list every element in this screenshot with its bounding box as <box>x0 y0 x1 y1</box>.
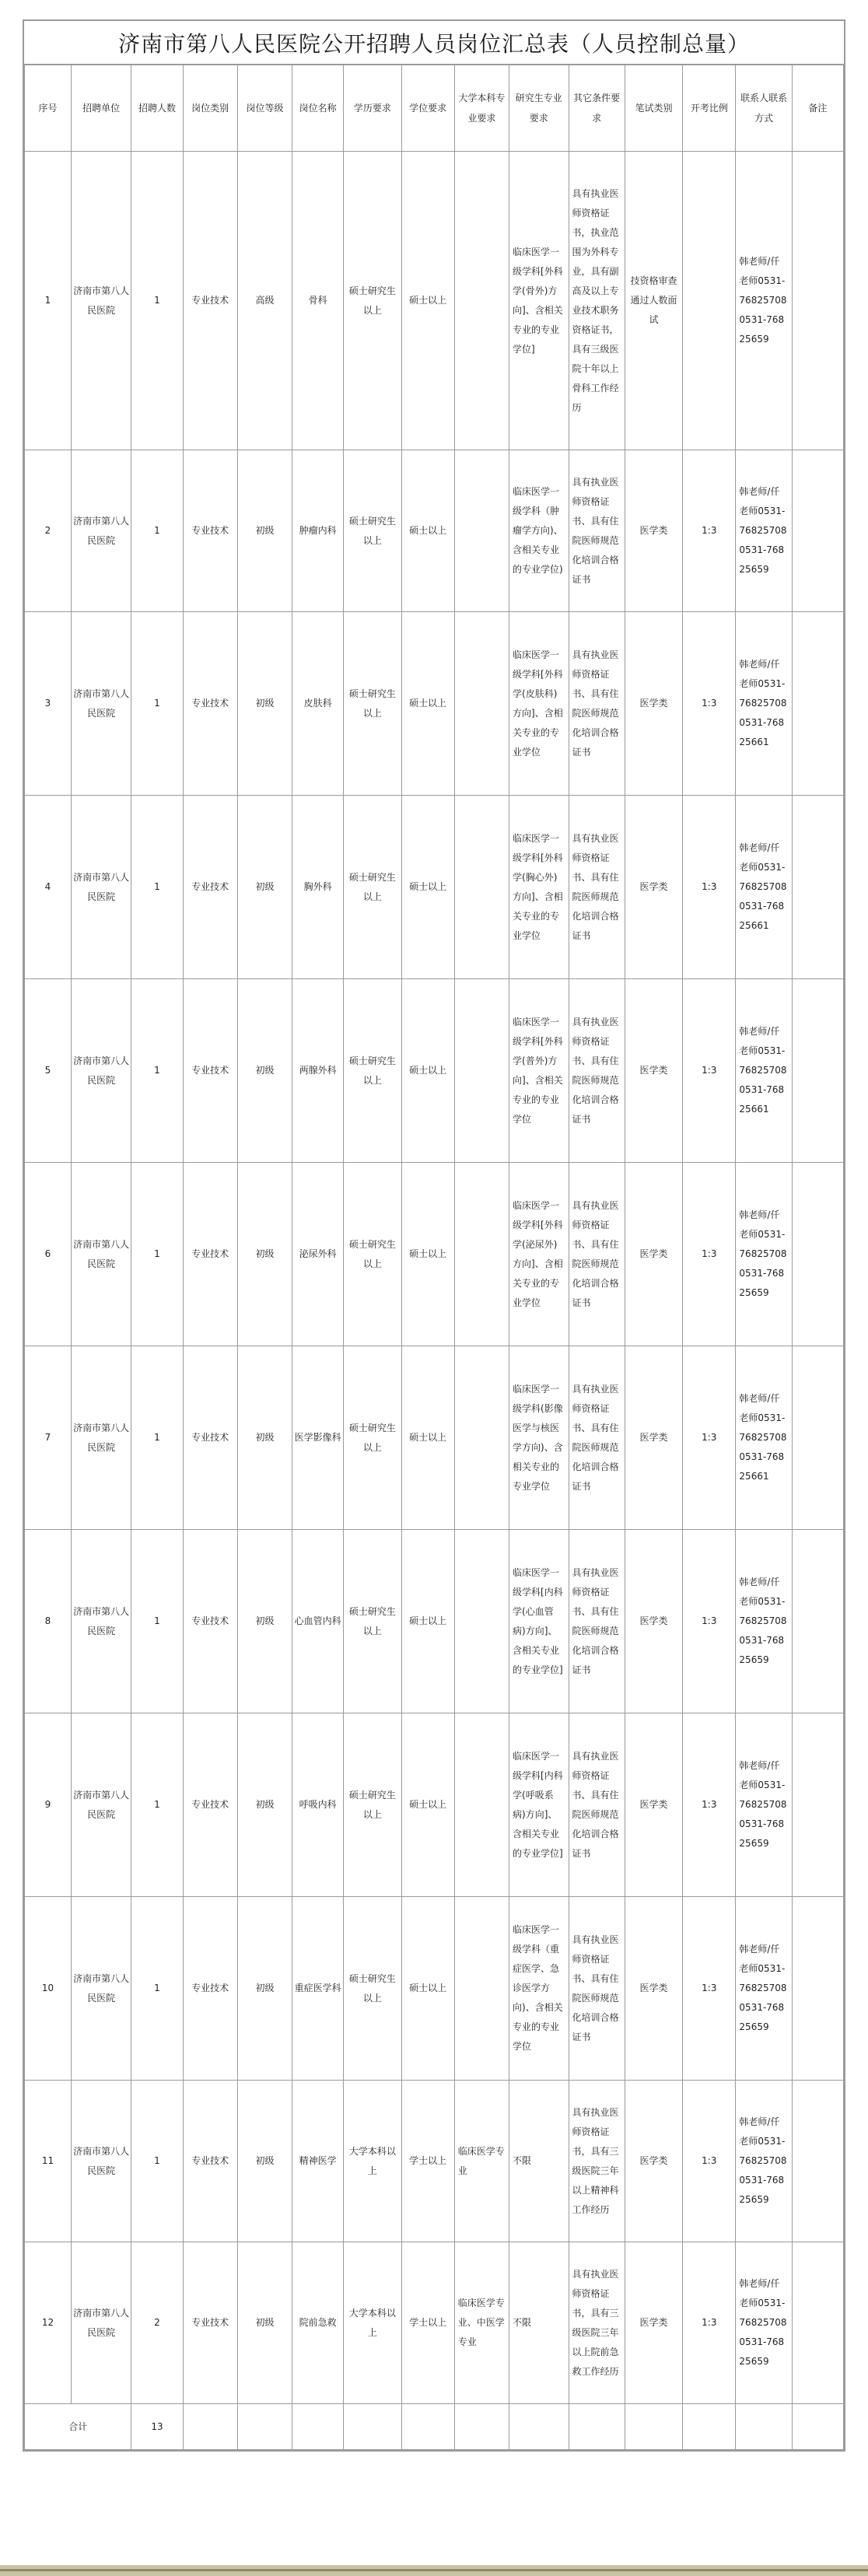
hiring-unit: 济南市第八人民医院 <box>71 1530 131 1713</box>
undergrad-major <box>454 450 509 612</box>
contact-info: 韩老师/仟老师0531-76825708 0531-76825659 <box>736 2242 792 2404</box>
row-number: 8 <box>25 1530 72 1713</box>
hiring-unit: 济南市第八人民医院 <box>71 1346 131 1530</box>
table-row <box>25 796 844 979</box>
remarks <box>792 1163 843 1346</box>
position-level: 初级 <box>237 450 292 612</box>
degree-requirement: 硕士以上 <box>401 612 454 796</box>
education-requirement: 大学本科以上 <box>344 2242 401 2404</box>
exam-ratio <box>683 152 736 450</box>
empty-cell <box>401 2404 454 2450</box>
remarks <box>792 1897 843 2081</box>
undergrad-major <box>454 1346 509 1530</box>
hiring-count: 1 <box>131 612 183 796</box>
education-requirement: 大学本科以上 <box>344 2081 401 2242</box>
header-cell: 大学本科专业要求 <box>454 65 509 152</box>
exam-category: 医学类 <box>625 979 682 1163</box>
exam-category: 医学类 <box>625 1530 682 1713</box>
empty-cell <box>292 2404 344 2450</box>
row-number: 10 <box>25 1897 72 2081</box>
exam-category: 医学类 <box>625 796 682 979</box>
position-category: 专业技术 <box>183 1346 237 1530</box>
other-requirements: 具有执业医师资格证书、具有住院医师规范化培训合格证书 <box>569 1530 625 1713</box>
exam-category: 技资格审查通过人数面试 <box>625 152 682 450</box>
position-name: 肿瘤内科 <box>292 450 344 612</box>
header-cell: 开考比例 <box>683 65 736 152</box>
row-number: 3 <box>25 612 72 796</box>
position-level: 初级 <box>237 1346 292 1530</box>
remarks <box>792 450 843 612</box>
hiring-count: 2 <box>131 2242 183 2404</box>
total-count: 13 <box>131 2404 183 2450</box>
header-cell: 联系人联系方式 <box>736 65 792 152</box>
graduate-major: 临床医学一级学科[外科学(皮肤科)方向]、含相关专业的专业学位 <box>509 612 569 796</box>
hiring-count: 1 <box>131 450 183 612</box>
position-level: 初级 <box>237 1530 292 1713</box>
other-requirements: 具有执业医师资格证书、具有住院医师规范化培训合格证书 <box>569 1163 625 1346</box>
undergrad-major <box>454 979 509 1163</box>
position-name: 院前急救 <box>292 2242 344 2404</box>
hiring-unit: 济南市第八人民医院 <box>71 2242 131 2404</box>
exam-ratio: 1:3 <box>683 979 736 1163</box>
header-cell: 笔试类别 <box>625 65 682 152</box>
remarks <box>792 979 843 1163</box>
exam-category: 医学类 <box>625 1713 682 1897</box>
total-row <box>25 2404 844 2450</box>
contact-info: 韩老师/仟老师0531-76825708 0531-76825661 <box>736 796 792 979</box>
position-name: 呼吸内科 <box>292 1713 344 1897</box>
page-title: 济南市第八人民医院公开招聘人员岗位汇总表（人员控制总量） <box>24 21 844 65</box>
position-level: 初级 <box>237 2081 292 2242</box>
contact-info: 韩老师/仟老师0531-76825708 0531-76825659 <box>736 1530 792 1713</box>
position-category: 专业技术 <box>183 450 237 612</box>
other-requirements: 具有执业医师资格证书、具有住院医师规范化培训合格证书 <box>569 796 625 979</box>
contact-info: 韩老师/仟老师0531-76825708 0531-76825659 <box>736 450 792 612</box>
degree-requirement: 硕士以上 <box>401 1163 454 1346</box>
contact-info: 韩老师/仟老师0531-76825708 0531-76825659 <box>736 2081 792 2242</box>
graduate-major: 临床医学一级学科[外科学(骨外)方向]、含相关专业的专业学位] <box>509 152 569 450</box>
education-requirement: 硕士研究生以上 <box>344 1346 401 1530</box>
other-requirements: 具有执业医师资格证书、具有住院医师规范化培训合格证书 <box>569 1713 625 1897</box>
position-name: 皮肤科 <box>292 612 344 796</box>
education-requirement: 硕士研究生以上 <box>344 612 401 796</box>
row-number: 4 <box>25 796 72 979</box>
hiring-count: 1 <box>131 1713 183 1897</box>
row-number: 1 <box>25 152 72 450</box>
degree-requirement: 硕士以上 <box>401 1530 454 1713</box>
graduate-major: 临床医学一级学科[外科学(泌尿外)方向]、含相关专业的专业学位 <box>509 1163 569 1346</box>
table-row <box>25 1530 844 1713</box>
contact-info: 韩老师/仟老师0531-76825708 0531-76825659 <box>736 1713 792 1897</box>
total-label: 合计 <box>25 2404 131 2450</box>
undergrad-major <box>454 612 509 796</box>
contact-info: 韩老师/仟老师0531-76825708 0531-76825659 <box>736 1897 792 2081</box>
position-name: 重症医学科 <box>292 1897 344 2081</box>
undergrad-major <box>454 152 509 450</box>
undergrad-major <box>454 1897 509 2081</box>
exam-ratio: 1:3 <box>683 1530 736 1713</box>
row-number: 2 <box>25 450 72 612</box>
hiring-count: 1 <box>131 1163 183 1346</box>
other-requirements: 具有执业医师资格证书、具有住院医师规范化培训合格证书 <box>569 1897 625 2081</box>
header-cell: 序号 <box>25 65 72 152</box>
position-name: 医学影像科 <box>292 1346 344 1530</box>
exam-ratio: 1:3 <box>683 2081 736 2242</box>
hiring-count: 1 <box>131 1897 183 2081</box>
header-cell: 招聘单位 <box>71 65 131 152</box>
table-row <box>25 2081 844 2242</box>
bottom-rule <box>0 2565 868 2576</box>
graduate-major: 不限 <box>509 2242 569 2404</box>
row-number: 11 <box>25 2081 72 2242</box>
degree-requirement: 硕士以上 <box>401 450 454 612</box>
degree-requirement: 硕士以上 <box>401 979 454 1163</box>
degree-requirement: 硕士以上 <box>401 1897 454 2081</box>
empty-cell <box>792 2404 843 2450</box>
position-category: 专业技术 <box>183 979 237 1163</box>
empty-cell <box>454 2404 509 2450</box>
header-cell: 学位要求 <box>401 65 454 152</box>
education-requirement: 硕士研究生以上 <box>344 1530 401 1713</box>
contact-info: 韩老师/仟老师0531-76825708 0531-76825661 <box>736 1346 792 1530</box>
empty-cell <box>683 2404 736 2450</box>
positions-table <box>24 65 844 2450</box>
row-number: 12 <box>25 2242 72 2404</box>
other-requirements: 具有执业医师资格证书，具有三级医院三年以上院前急救工作经历 <box>569 2242 625 2404</box>
row-number: 5 <box>25 979 72 1163</box>
header-cell: 备注 <box>792 65 843 152</box>
graduate-major: 临床医学一级学科(影像医学与核医学方向)、含相关专业的专业学位 <box>509 1346 569 1530</box>
table-row <box>25 2242 844 2404</box>
hiring-unit: 济南市第八人民医院 <box>71 1713 131 1897</box>
table-row <box>25 1346 844 1530</box>
position-category: 专业技术 <box>183 796 237 979</box>
graduate-major: 临床医学一级学科[外科学(普外)方向]、含相关专业的专业学位 <box>509 979 569 1163</box>
other-requirements: 具有执业医师资格证书、具有住院医师规范化培训合格证书 <box>569 1346 625 1530</box>
education-requirement: 硕士研究生以上 <box>344 152 401 450</box>
table-row <box>25 1897 844 2081</box>
graduate-major: 临床医学一级学科[内科学(呼吸系病)方向]、含相关专业的专业学位] <box>509 1713 569 1897</box>
hiring-unit: 济南市第八人民医院 <box>71 796 131 979</box>
exam-ratio: 1:3 <box>683 796 736 979</box>
hiring-count: 1 <box>131 979 183 1163</box>
empty-cell <box>237 2404 292 2450</box>
exam-ratio: 1:3 <box>683 1713 736 1897</box>
remarks <box>792 1530 843 1713</box>
undergrad-major: 临床医学专业 <box>454 2081 509 2242</box>
hiring-count: 1 <box>131 2081 183 2242</box>
exam-ratio: 1:3 <box>683 1897 736 2081</box>
table-row <box>25 152 844 450</box>
contact-info: 韩老师/仟老师0531-76825708 0531-76825659 <box>736 1163 792 1346</box>
header-cell: 岗位类别 <box>183 65 237 152</box>
exam-category: 医学类 <box>625 1163 682 1346</box>
exam-category: 医学类 <box>625 1897 682 2081</box>
empty-cell <box>736 2404 792 2450</box>
position-category: 专业技术 <box>183 1713 237 1897</box>
row-number: 9 <box>25 1713 72 1897</box>
degree-requirement: 硕士以上 <box>401 1713 454 1897</box>
header-row <box>25 65 844 152</box>
position-name: 精神医学 <box>292 2081 344 2242</box>
exam-ratio: 1:3 <box>683 1346 736 1530</box>
graduate-major: 临床医学一级学科（重症医学、急诊医学方向)、含相关专业的专业学位 <box>509 1897 569 2081</box>
table-row <box>25 450 844 612</box>
hiring-unit: 济南市第八人民医院 <box>71 450 131 612</box>
hiring-unit: 济南市第八人民医院 <box>71 979 131 1163</box>
other-requirements: 具有执业医师资格证书、具有住院医师规范化培训合格证书 <box>569 450 625 612</box>
remarks <box>792 2081 843 2242</box>
undergrad-major: 临床医学专业、中医学专业 <box>454 2242 509 2404</box>
position-level: 初级 <box>237 612 292 796</box>
table-row <box>25 612 844 796</box>
other-requirements: 具有执业医师资格证书、具有住院医师规范化培训合格证书 <box>569 612 625 796</box>
graduate-major: 临床医学一级学科[内科学(心血管病)方向]、含相关专业的专业学位] <box>509 1530 569 1713</box>
education-requirement: 硕士研究生以上 <box>344 979 401 1163</box>
remarks <box>792 1713 843 1897</box>
hiring-unit: 济南市第八人民医院 <box>71 1163 131 1346</box>
hiring-count: 1 <box>131 1530 183 1713</box>
hiring-count: 1 <box>131 152 183 450</box>
position-name: 两腺外科 <box>292 979 344 1163</box>
undergrad-major <box>454 1530 509 1713</box>
undergrad-major <box>454 1163 509 1346</box>
undergrad-major <box>454 1713 509 1897</box>
header-cell: 岗位等级 <box>237 65 292 152</box>
exam-ratio: 1:3 <box>683 2242 736 2404</box>
hiring-count: 1 <box>131 1346 183 1530</box>
header-cell: 其它条件要求 <box>569 65 625 152</box>
other-requirements: 具有执业医师资格证书，具有三级医院三年以上精神科工作经历 <box>569 2081 625 2242</box>
table-row <box>25 979 844 1163</box>
exam-category: 医学类 <box>625 612 682 796</box>
degree-requirement: 硕士以上 <box>401 1346 454 1530</box>
table-row <box>25 1713 844 1897</box>
degree-requirement: 学士以上 <box>401 2242 454 2404</box>
position-category: 专业技术 <box>183 1897 237 2081</box>
position-category: 专业技术 <box>183 612 237 796</box>
empty-cell <box>183 2404 237 2450</box>
position-level: 初级 <box>237 1897 292 2081</box>
exam-category: 医学类 <box>625 2242 682 2404</box>
position-name: 胸外科 <box>292 796 344 979</box>
position-category: 专业技术 <box>183 1163 237 1346</box>
row-number: 7 <box>25 1346 72 1530</box>
exam-category: 医学类 <box>625 1346 682 1530</box>
empty-cell <box>509 2404 569 2450</box>
undergrad-major <box>454 796 509 979</box>
position-category: 专业技术 <box>183 2081 237 2242</box>
position-level: 高级 <box>237 152 292 450</box>
position-category: 专业技术 <box>183 1530 237 1713</box>
remarks <box>792 612 843 796</box>
header-cell: 岗位名称 <box>292 65 344 152</box>
header-cell: 招聘人数 <box>131 65 183 152</box>
other-requirements: 具有执业医师资格证书，执业范围为外科专业，具有副高及以上专业技术职务资格证书，具有三级医院十年以上骨科工作经历 <box>569 152 625 450</box>
exam-category: 医学类 <box>625 450 682 612</box>
position-level: 初级 <box>237 2242 292 2404</box>
position-level: 初级 <box>237 796 292 979</box>
contact-info: 韩老师/仟老师0531-76825708 0531-76825661 <box>736 979 792 1163</box>
degree-requirement: 硕士以上 <box>401 796 454 979</box>
contact-info: 韩老师/仟老师0531-76825708 0531-76825661 <box>736 612 792 796</box>
education-requirement: 硕士研究生以上 <box>344 1713 401 1897</box>
exam-ratio: 1:3 <box>683 450 736 612</box>
exam-ratio: 1:3 <box>683 612 736 796</box>
remarks <box>792 796 843 979</box>
hiring-count: 1 <box>131 796 183 979</box>
header-cell: 学历要求 <box>344 65 401 152</box>
contact-info: 韩老师/仟老师0531-76825708 0531-76825659 <box>736 152 792 450</box>
hiring-unit: 济南市第八人民医院 <box>71 612 131 796</box>
remarks <box>792 1346 843 1530</box>
position-level: 初级 <box>237 979 292 1163</box>
header-cell: 研究生专业要求 <box>509 65 569 152</box>
hiring-unit: 济南市第八人民医院 <box>71 2081 131 2242</box>
position-level: 初级 <box>237 1163 292 1346</box>
row-number: 6 <box>25 1163 72 1346</box>
hiring-unit: 济南市第八人民医院 <box>71 152 131 450</box>
remarks <box>792 2242 843 2404</box>
exam-category: 医学类 <box>625 2081 682 2242</box>
position-level: 初级 <box>237 1713 292 1897</box>
position-category: 专业技术 <box>183 152 237 450</box>
empty-cell <box>344 2404 401 2450</box>
education-requirement: 硕士研究生以上 <box>344 1163 401 1346</box>
other-requirements: 具有执业医师资格证书、具有住院医师规范化培训合格证书 <box>569 979 625 1163</box>
position-category: 专业技术 <box>183 2242 237 2404</box>
position-name: 泌尿外科 <box>292 1163 344 1346</box>
position-name: 心血管内科 <box>292 1530 344 1713</box>
graduate-major: 临床医学一级学科[外科学(胸心外)方向]、含相关专业的专业学位 <box>509 796 569 979</box>
empty-cell <box>569 2404 625 2450</box>
remarks <box>792 152 843 450</box>
degree-requirement: 学士以上 <box>401 2081 454 2242</box>
degree-requirement: 硕士以上 <box>401 152 454 450</box>
education-requirement: 硕士研究生以上 <box>344 450 401 612</box>
position-name: 骨科 <box>292 152 344 450</box>
hiring-unit: 济南市第八人民医院 <box>71 1897 131 2081</box>
empty-cell <box>625 2404 682 2450</box>
table-row <box>25 1163 844 1346</box>
exam-ratio: 1:3 <box>683 1163 736 1346</box>
recruitment-sheet <box>23 19 845 2452</box>
graduate-major: 临床医学一级学科（肿瘤学方向)、含相关专业的专业学位) <box>509 450 569 612</box>
education-requirement: 硕士研究生以上 <box>344 1897 401 2081</box>
graduate-major: 不限 <box>509 2081 569 2242</box>
education-requirement: 硕士研究生以上 <box>344 796 401 979</box>
